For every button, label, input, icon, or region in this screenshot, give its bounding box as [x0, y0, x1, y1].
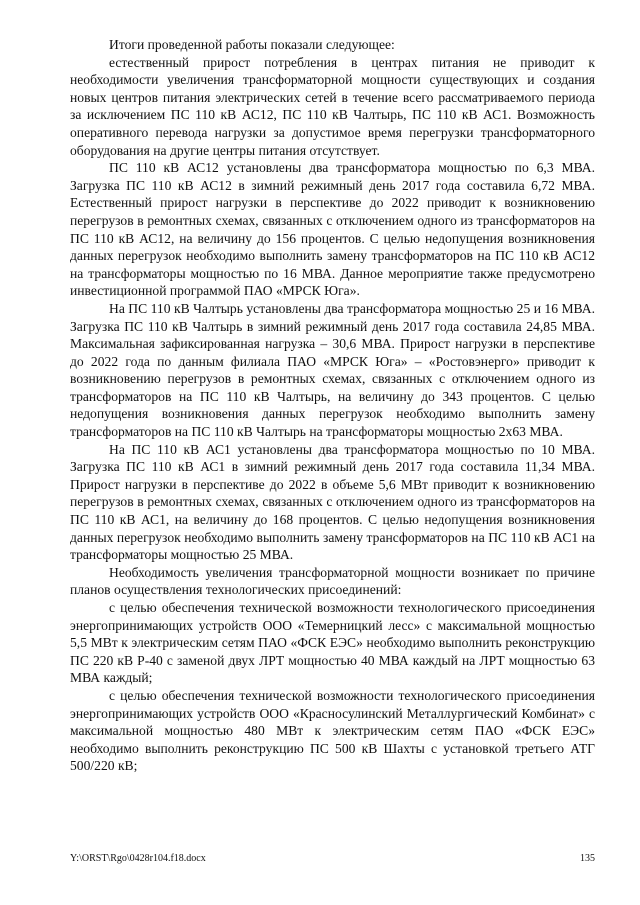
paragraph-natural-growth: естественный прирост потребления в центрах питания не приводит к необходимости увеличения трансформаторной мощности существующих и создания новых центров питания электрических сетей в течение всего рассматриваемого периода за исключением ПС 110 кВ АС12, ПС 110 кВ Чалтырь, ПС 110 кВ АС1. Возможность оперативного перевода нагрузки за допустимое время перегрузки трансформаторного оборудования на другие центры питания отсутствует.	[70, 54, 595, 158]
paragraph-ps-as12: ПС 110 кВ АС12 установлены два трансформатора мощностью по 6,3 МВА. Загрузка ПС 110 кВ АС12 в зимний режимный день 2017 года составила 6,72 МВА. Естественный прирост нагрузки в перспективе до 2022 приводит к возникновению перегрузов в ремонтных схемах, связанных с отключением одного из трансформаторов на ПС 110 кВ АС12, на величину до 156 процентов. С целью недопущения возникновения данных перегрузок необходимо выполнить замену трансформаторов на ПС 110 кВ АС12 на трансформаторы мощностью по 16 МВА. Данное мероприятие также предусмотрено инвестиционной программой ПАО «МРСК Юга».	[70, 160, 595, 299]
paragraph-temernitsky: с целью обеспечения технической возможности технологического присоединения энергопринимающих устройств ООО «Темерницкий лесс» с максимальной мощностью 5,5 МВт к электрическим сетям ПАО «ФСК ЕЭС» необходимо выполнить реконструкцию ПС 220 кВ Р-40 с заменой двух ЛРТ мощностью 40 МВА каждый на ЛРТ мощностью 63 МВА каждый;	[70, 600, 595, 686]
document-body	[70, 36, 595, 775]
footer-page-number: 135	[580, 853, 595, 864]
paragraph-intro: Итоги проведенной работы показали следующее:	[109, 37, 395, 52]
footer-file-path: Y:\ORST\Rgo\0428r104.f18.docx	[70, 853, 206, 864]
paragraph-krasnosulinsky: с целью обеспечения технической возможности технологического присоединения энергопринимающих устройств ООО «Красносулинский Металлургический Комбинат» с максимальной мощностью 480 МВт к электрическим сетям ПАО «ФСК ЕЭС» необходимо выполнить реконструкцию ПС 500 кВ Шахты с установкой третьего АТГ 500/220 кВ;	[70, 687, 595, 774]
paragraph-ps-chaltyr: На ПС 110 кВ Чалтырь установлены два трансформатора мощностью 25 и 16 МВА. Загрузка ПС 110 кВ Чалтырь в зимний режимный день 2017 года составила 24,85 МВА. Максимальная зафиксированная нагрузка – 30,6 МВА. Прирост нагрузки в перспективе до 2022 года по данным филиала ПАО «МРСК Юга» – «Ростовэнерго» приводит к возникновению перегрузов в ремонтных схемах, связанных с отключением одного из трансформаторов на ПС 110 кВ Чалтырь, на величину до 343 процентов. С целью недопущения возникновения данных перегрузок необходимо выполнить замену трансформаторов на ПС 110 кВ Чалтырь на трансформаторы мощностью 2х63 МВА.	[70, 300, 595, 440]
paragraph-ps-as1: На ПС 110 кВ АС1 установлены два трансформатора мощностью по 10 МВА. Загрузка ПС 110 кВ АС1 в зимний режимный день 2017 года составила 11,34 МВА. Прирост нагрузки в перспективе до 2022 в объеме 5,6 МВт приводит к возникновению перегрузов в ремонтных схемах, связанных с отключением одного из трансформаторов на ПС 110 кВ АС1, на величину до 168 процентов. С целью недопущения возникновения данных перегрузок необходимо выполнить замену трансформаторов на ПС 110 кВ АС1 на трансформаторы мощностью 25 МВА.	[70, 441, 595, 563]
paragraph-capacity-increase: Необходимость увеличения трансформаторной мощности возникает по причине планов осуществления технологических присоединений:	[70, 564, 595, 598]
